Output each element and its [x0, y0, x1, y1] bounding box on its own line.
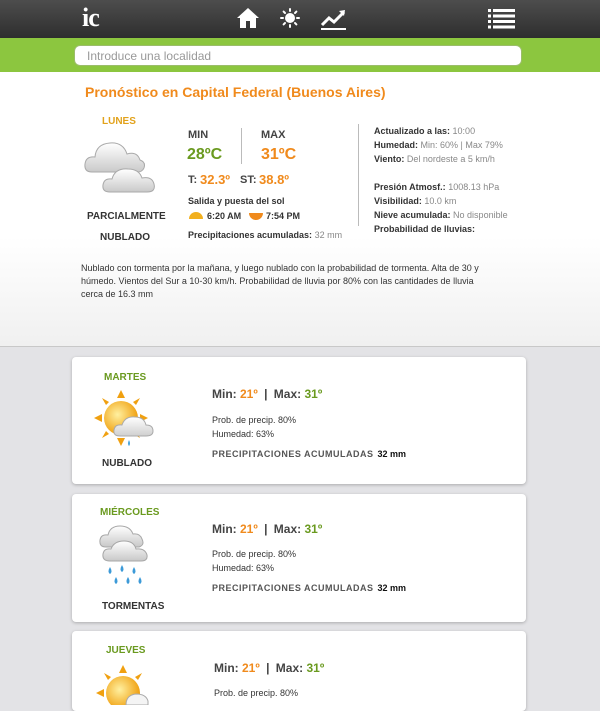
max-label: Max: — [273, 387, 302, 401]
rain-cloud-icon — [98, 525, 154, 593]
today-day-label: LUNES — [102, 116, 136, 127]
today-forecast-panel — [0, 72, 600, 347]
forecast-condition: TORMENTAS — [102, 601, 165, 612]
precip-probability: Prob. de precip. 80% — [212, 549, 297, 559]
min-temperature: 28ºC — [187, 146, 223, 163]
separator: | — [264, 522, 268, 536]
sun-cloud-icon — [96, 665, 156, 705]
wind-label: Viento: — [374, 154, 405, 164]
min-label: MIN — [188, 129, 209, 141]
max-label: Max: — [273, 522, 302, 536]
precip-probability: Prob. de precip. 80% — [212, 415, 297, 425]
visibility-row — [374, 196, 456, 206]
updated-label: Actualizado a las: — [374, 126, 451, 136]
sunset-time: 7:54 PM — [266, 211, 301, 221]
sunrise-time: 6:20 AM — [207, 211, 242, 221]
pressure-label: Presión Atmosf.: — [374, 182, 446, 192]
sun-icon[interactable] — [280, 8, 300, 28]
description-line: Nublado con tormenta por la mañana, y luego nublado con la probabilidad de tormenta. Alta de 30 y — [81, 263, 479, 273]
min-value: 21º — [240, 387, 258, 401]
logo[interactable]: ic — [82, 3, 99, 32]
forecast-description — [81, 262, 479, 301]
min-label: Min: — [214, 661, 239, 675]
max-temperature: 31ºC — [261, 146, 297, 163]
description-line: húmedo. Vientos del Sur a 10-30 km/h. Probabilidad de lluvia por 80% con las cantidades de lluvia — [81, 276, 474, 286]
updated-row — [374, 126, 475, 136]
details-divider — [358, 124, 359, 226]
accumulated-label: PRECIPITACIONES ACUMULADAS — [212, 583, 374, 593]
cloudy-icon — [82, 132, 162, 200]
today-condition-line1: PARCIALMENTE — [87, 211, 166, 222]
humidity-value: Min: 60% | Max 79% — [420, 140, 503, 150]
accumulated-precip — [212, 583, 406, 593]
location-search-input[interactable] — [74, 45, 522, 66]
rain-probability-label: Probabilidad de lluvias: — [374, 224, 476, 234]
hamburger-menu-icon[interactable] — [488, 9, 515, 29]
snow-value: No disponible — [453, 210, 508, 220]
precip-accumulated-label — [188, 230, 342, 240]
max-value: 31º — [304, 387, 323, 401]
forecast-card-martes[interactable] — [72, 357, 526, 484]
humidity: Humedad: 63% — [212, 429, 275, 439]
forecast-day-label: MARTES — [104, 372, 147, 383]
sunrise-icon — [188, 211, 204, 220]
pressure-value: 1008.13 hPa — [448, 182, 500, 192]
separator: | — [264, 387, 268, 401]
sun-cloud-rain-icon — [94, 390, 154, 452]
page-title: Pronóstico en Capital Federal (Buenos Aires) — [85, 84, 386, 100]
snow-row — [374, 210, 508, 220]
max-value: 31º — [304, 522, 323, 536]
min-value: 21º — [242, 661, 260, 675]
top-navigation-bar — [0, 0, 600, 38]
visibility-value: 10.0 km — [424, 196, 457, 206]
snow-label: Nieve acumulada: — [374, 210, 451, 220]
humidity: Humedad: 63% — [212, 563, 275, 573]
separator: | — [266, 661, 270, 675]
wind-value: Del nordeste a 5 km/h — [406, 154, 495, 164]
precip-label: Precipitaciones acumuladas: — [188, 230, 313, 240]
forecast-day-label: JUEVES — [106, 645, 146, 656]
home-icon[interactable] — [236, 7, 260, 29]
min-max-divider — [241, 128, 242, 164]
accumulated-label: PRECIPITACIONES ACUMULADAS — [212, 449, 374, 459]
visibility-label: Visibilidad: — [374, 196, 422, 206]
forecast-condition: NUBLADO — [102, 458, 152, 469]
precip-probability: Prob. de precip. 80% — [214, 688, 299, 698]
accumulated-precip — [212, 449, 406, 459]
humidity-row — [374, 140, 503, 150]
forecast-min-max — [214, 661, 324, 675]
min-value: 21º — [240, 522, 258, 536]
forecast-card-miercoles[interactable] — [72, 494, 526, 622]
wind-row — [374, 154, 495, 164]
forecast-card-jueves[interactable] — [72, 631, 526, 711]
forecast-min-max — [212, 387, 322, 401]
max-value: 31º — [306, 661, 325, 675]
pressure-row — [374, 182, 499, 192]
forecast-min-max — [212, 522, 322, 536]
min-label: Min: — [212, 522, 237, 536]
max-label: MAX — [261, 129, 286, 141]
accumulated-value: 32 mm — [377, 449, 407, 459]
precip-value: 32 mm — [314, 230, 343, 240]
t-label: T: — [188, 174, 198, 186]
max-label: Max: — [275, 661, 304, 675]
sunset-icon — [248, 212, 264, 221]
t-value: 32.3º — [200, 172, 231, 187]
chart-trend-icon[interactable] — [320, 8, 347, 30]
accumulated-value: 32 mm — [377, 583, 407, 593]
st-value: 38.8º — [259, 172, 290, 187]
forecast-day-label: MIÉRCOLES — [100, 507, 160, 518]
description-line: cerca de 16.3 mm — [81, 289, 154, 299]
min-label: Min: — [212, 387, 237, 401]
humidity-label: Humedad: — [374, 140, 419, 150]
updated-value: 10:00 — [452, 126, 476, 136]
sun-label: Salida y puesta del sol — [188, 196, 285, 206]
st-label: ST: — [240, 174, 257, 186]
today-condition-line2: NUBLADO — [100, 232, 150, 243]
